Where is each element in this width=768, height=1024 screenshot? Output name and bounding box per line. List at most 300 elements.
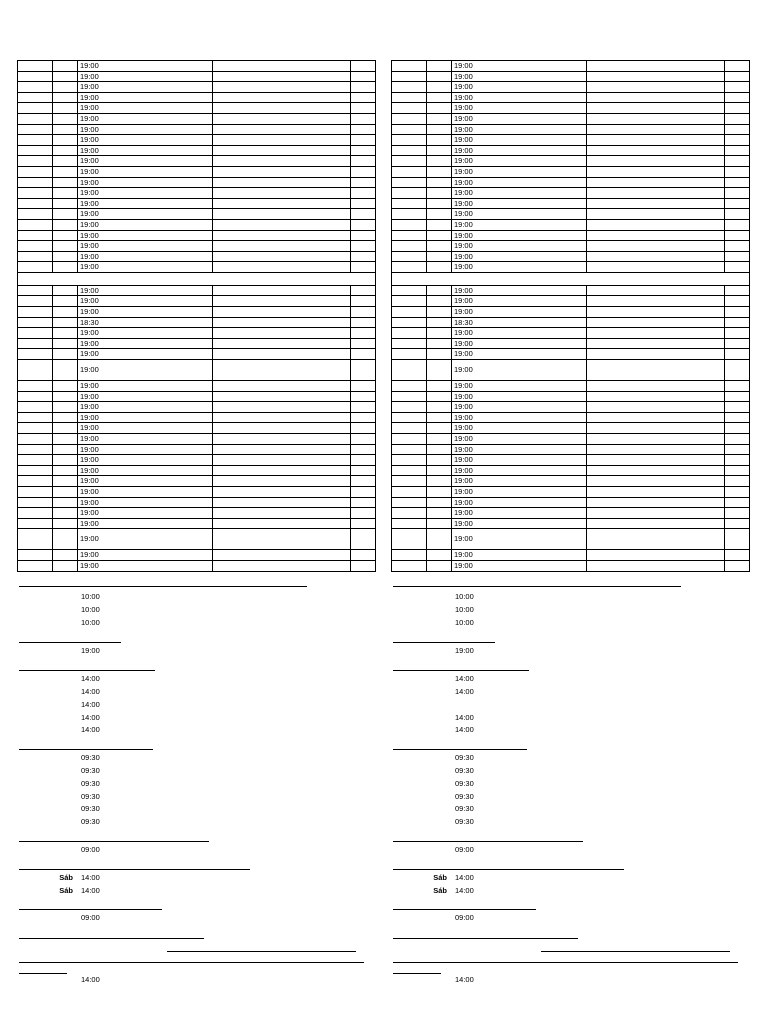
empty-cell bbox=[725, 82, 750, 93]
empty-cell bbox=[587, 124, 725, 135]
table-row bbox=[18, 156, 376, 167]
time-cell: 19:00 bbox=[78, 285, 213, 296]
empty-cell bbox=[392, 251, 427, 262]
empty-cell bbox=[18, 71, 53, 82]
empty-cell bbox=[351, 476, 376, 487]
table-row bbox=[18, 71, 376, 82]
empty-cell bbox=[213, 156, 351, 167]
time-label: 09:30 bbox=[81, 765, 100, 775]
empty-cell bbox=[53, 317, 78, 328]
time-cell: 19:00 bbox=[78, 219, 213, 230]
empty-cell bbox=[53, 391, 78, 402]
time-cell: 19:00 bbox=[78, 198, 213, 209]
empty-cell bbox=[427, 145, 452, 156]
empty-cell bbox=[213, 402, 351, 413]
empty-cell bbox=[351, 61, 376, 72]
table-row bbox=[18, 241, 376, 252]
empty-cell bbox=[725, 444, 750, 455]
table-row bbox=[18, 465, 376, 476]
time-label: 14:00 bbox=[455, 674, 474, 684]
time-label: 09:30 bbox=[455, 791, 474, 801]
empty-cell bbox=[427, 381, 452, 392]
empty-cell bbox=[351, 145, 376, 156]
empty-cell bbox=[392, 465, 427, 476]
empty-cell bbox=[392, 338, 427, 349]
time-label: 09:00 bbox=[455, 913, 474, 923]
empty-cell bbox=[53, 349, 78, 360]
empty-cell bbox=[18, 113, 53, 124]
empty-cell bbox=[213, 476, 351, 487]
list-item bbox=[19, 673, 379, 686]
empty-cell bbox=[392, 166, 427, 177]
empty-cell bbox=[427, 219, 452, 230]
empty-cell bbox=[351, 71, 376, 82]
time-cell: 19:00 bbox=[452, 166, 587, 177]
empty-cell bbox=[213, 262, 351, 273]
list-item bbox=[393, 699, 753, 712]
empty-cell bbox=[213, 412, 351, 423]
empty-cell bbox=[213, 177, 351, 188]
time-cell: 19:00 bbox=[452, 209, 587, 220]
empty-cell bbox=[587, 328, 725, 339]
time-cell: 19:00 bbox=[452, 560, 587, 571]
time-cell: 19:00 bbox=[78, 476, 213, 487]
empty-cell bbox=[351, 262, 376, 273]
empty-cell bbox=[392, 103, 427, 114]
time-cell: 19:00 bbox=[78, 209, 213, 220]
list-item bbox=[393, 872, 753, 885]
empty-cell bbox=[213, 61, 351, 72]
empty-cell bbox=[18, 198, 53, 209]
empty-cell bbox=[427, 177, 452, 188]
gap-cell bbox=[392, 272, 750, 285]
list-item bbox=[19, 591, 379, 604]
empty-cell bbox=[351, 177, 376, 188]
empty-cell bbox=[587, 349, 725, 360]
empty-cell bbox=[427, 508, 452, 519]
table-row bbox=[392, 209, 750, 220]
empty-cell bbox=[587, 465, 725, 476]
time-label: 10:00 bbox=[81, 604, 100, 614]
empty-cell bbox=[392, 156, 427, 167]
empty-cell bbox=[53, 518, 78, 529]
empty-cell bbox=[427, 124, 452, 135]
empty-cell bbox=[725, 402, 750, 413]
empty-cell bbox=[725, 423, 750, 434]
empty-cell bbox=[18, 444, 53, 455]
empty-cell bbox=[392, 188, 427, 199]
empty-cell bbox=[392, 412, 427, 423]
day-label: Sáb bbox=[59, 885, 73, 895]
table-row bbox=[392, 124, 750, 135]
list-item bbox=[19, 974, 379, 987]
empty-cell bbox=[392, 230, 427, 241]
empty-cell bbox=[392, 402, 427, 413]
empty-cell bbox=[587, 402, 725, 413]
empty-cell bbox=[53, 455, 78, 466]
list-item bbox=[19, 724, 379, 737]
time-cell: 19:00 bbox=[78, 230, 213, 241]
table-row bbox=[392, 251, 750, 262]
table-row bbox=[392, 113, 750, 124]
time-cell: 19:00 bbox=[452, 61, 587, 72]
time-label: 14:00 bbox=[455, 872, 474, 882]
empty-cell bbox=[53, 103, 78, 114]
empty-cell bbox=[427, 188, 452, 199]
empty-cell bbox=[351, 198, 376, 209]
empty-cell bbox=[587, 198, 725, 209]
empty-cell bbox=[427, 444, 452, 455]
table-row bbox=[392, 156, 750, 167]
empty-cell bbox=[725, 391, 750, 402]
time-cell: 19:00 bbox=[78, 402, 213, 413]
time-cell: 19:00 bbox=[452, 381, 587, 392]
empty-cell bbox=[587, 529, 725, 550]
empty-cell bbox=[53, 360, 78, 381]
empty-cell bbox=[427, 135, 452, 146]
table-row bbox=[392, 285, 750, 296]
empty-cell bbox=[53, 486, 78, 497]
empty-cell bbox=[392, 198, 427, 209]
time-cell: 19:00 bbox=[452, 198, 587, 209]
empty-cell bbox=[427, 296, 452, 307]
empty-cell bbox=[18, 402, 53, 413]
time-section bbox=[19, 869, 379, 898]
table-row bbox=[392, 476, 750, 487]
table-row bbox=[18, 317, 376, 328]
time-cell: 19:00 bbox=[78, 391, 213, 402]
time-cell: 19:00 bbox=[452, 103, 587, 114]
empty-cell bbox=[392, 550, 427, 561]
empty-cell bbox=[587, 92, 725, 103]
empty-cell bbox=[53, 92, 78, 103]
time-cell: 19:00 bbox=[78, 423, 213, 434]
empty-cell bbox=[427, 92, 452, 103]
time-cell: 19:00 bbox=[452, 296, 587, 307]
empty-cell bbox=[587, 262, 725, 273]
time-cell: 19:00 bbox=[78, 177, 213, 188]
empty-cell bbox=[725, 145, 750, 156]
time-section bbox=[393, 974, 753, 987]
table-row bbox=[18, 124, 376, 135]
empty-cell bbox=[725, 307, 750, 318]
time-section bbox=[19, 586, 379, 629]
empty-cell bbox=[725, 103, 750, 114]
list-item bbox=[393, 974, 753, 987]
empty-cell bbox=[427, 156, 452, 167]
time-cell: 19:00 bbox=[452, 423, 587, 434]
empty-cell bbox=[213, 209, 351, 220]
time-cell: 19:00 bbox=[78, 188, 213, 199]
time-label: 09:30 bbox=[455, 753, 474, 763]
table-row bbox=[392, 61, 750, 72]
empty-cell bbox=[213, 124, 351, 135]
empty-cell bbox=[725, 360, 750, 381]
empty-cell bbox=[725, 476, 750, 487]
empty-cell bbox=[18, 262, 53, 273]
section-divider bbox=[19, 938, 204, 939]
time-section bbox=[19, 841, 379, 857]
empty-cell bbox=[351, 402, 376, 413]
empty-cell bbox=[392, 219, 427, 230]
empty-cell bbox=[392, 317, 427, 328]
empty-cell bbox=[725, 508, 750, 519]
empty-cell bbox=[351, 497, 376, 508]
empty-cell bbox=[351, 444, 376, 455]
table-row bbox=[18, 550, 376, 561]
empty-cell bbox=[587, 61, 725, 72]
empty-cell bbox=[213, 486, 351, 497]
empty-cell bbox=[351, 529, 376, 550]
empty-cell bbox=[351, 518, 376, 529]
empty-cell bbox=[53, 497, 78, 508]
time-cell: 19:00 bbox=[452, 188, 587, 199]
empty-cell bbox=[53, 402, 78, 413]
empty-cell bbox=[213, 338, 351, 349]
empty-cell bbox=[351, 560, 376, 571]
empty-cell bbox=[18, 497, 53, 508]
empty-cell bbox=[18, 188, 53, 199]
table-row bbox=[18, 328, 376, 339]
empty-cell bbox=[18, 177, 53, 188]
list-item bbox=[393, 645, 753, 658]
gap-cell bbox=[18, 272, 376, 285]
empty-cell bbox=[53, 550, 78, 561]
time-cell: 19:00 bbox=[78, 92, 213, 103]
time-label: 09:30 bbox=[455, 817, 474, 827]
empty-cell bbox=[53, 412, 78, 423]
empty-cell bbox=[351, 486, 376, 497]
table-row bbox=[392, 92, 750, 103]
time-cell: 19:00 bbox=[78, 360, 213, 381]
table-row bbox=[18, 349, 376, 360]
empty-cell bbox=[18, 296, 53, 307]
empty-cell bbox=[587, 219, 725, 230]
empty-cell bbox=[587, 338, 725, 349]
empty-cell bbox=[427, 285, 452, 296]
empty-cell bbox=[587, 230, 725, 241]
empty-cell bbox=[53, 423, 78, 434]
table-row bbox=[18, 188, 376, 199]
table-row bbox=[18, 518, 376, 529]
time-cell: 19:00 bbox=[78, 71, 213, 82]
table-row bbox=[392, 402, 750, 413]
empty-cell bbox=[725, 486, 750, 497]
empty-cell bbox=[213, 296, 351, 307]
empty-cell bbox=[427, 497, 452, 508]
empty-cell bbox=[53, 241, 78, 252]
time-cell: 19:00 bbox=[452, 145, 587, 156]
empty-cell bbox=[427, 328, 452, 339]
empty-cell bbox=[351, 360, 376, 381]
table-row bbox=[18, 486, 376, 497]
empty-cell bbox=[351, 230, 376, 241]
empty-cell bbox=[53, 296, 78, 307]
time-cell: 19:00 bbox=[452, 92, 587, 103]
empty-cell bbox=[725, 241, 750, 252]
empty-cell bbox=[351, 423, 376, 434]
empty-cell bbox=[53, 381, 78, 392]
empty-cell bbox=[725, 455, 750, 466]
empty-cell bbox=[351, 317, 376, 328]
time-cell: 19:00 bbox=[78, 508, 213, 519]
empty-cell bbox=[392, 241, 427, 252]
table-row bbox=[392, 508, 750, 519]
empty-cell bbox=[53, 230, 78, 241]
time-label: 09:30 bbox=[81, 753, 100, 763]
table-row bbox=[18, 423, 376, 434]
time-cell: 19:00 bbox=[78, 262, 213, 273]
section-divider bbox=[393, 962, 738, 963]
empty-cell bbox=[392, 209, 427, 220]
list-item bbox=[393, 765, 753, 778]
time-cell: 19:00 bbox=[452, 486, 587, 497]
table-row bbox=[392, 423, 750, 434]
empty-cell bbox=[213, 550, 351, 561]
empty-cell bbox=[587, 560, 725, 571]
table-row bbox=[18, 92, 376, 103]
time-label: 10:00 bbox=[455, 592, 474, 601]
empty-cell bbox=[53, 198, 78, 209]
section-divider bbox=[19, 962, 364, 963]
table-row bbox=[18, 560, 376, 571]
list-item bbox=[19, 791, 379, 804]
table-row bbox=[392, 465, 750, 476]
empty-cell bbox=[427, 423, 452, 434]
time-section bbox=[393, 869, 753, 898]
time-section bbox=[393, 670, 753, 737]
empty-cell bbox=[587, 209, 725, 220]
time-cell: 19:00 bbox=[78, 156, 213, 167]
empty-cell bbox=[427, 209, 452, 220]
time-label: 14:00 bbox=[455, 686, 474, 696]
time-label: 14:00 bbox=[81, 975, 100, 985]
empty-cell bbox=[351, 455, 376, 466]
list-item bbox=[393, 803, 753, 816]
empty-cell bbox=[213, 307, 351, 318]
empty-cell bbox=[725, 560, 750, 571]
empty-cell bbox=[18, 285, 53, 296]
empty-cell bbox=[213, 381, 351, 392]
time-label: 09:30 bbox=[81, 791, 100, 801]
time-cell: 19:00 bbox=[452, 251, 587, 262]
section-divider bbox=[393, 938, 578, 939]
list-item bbox=[19, 912, 379, 925]
list-item bbox=[393, 591, 753, 604]
time-cell: 19:00 bbox=[78, 113, 213, 124]
empty-cell bbox=[392, 296, 427, 307]
empty-cell bbox=[53, 71, 78, 82]
list-item bbox=[393, 712, 753, 725]
empty-cell bbox=[725, 61, 750, 72]
table-row bbox=[18, 145, 376, 156]
list-item bbox=[19, 699, 379, 712]
table-row bbox=[392, 198, 750, 209]
empty-cell bbox=[587, 423, 725, 434]
empty-cell bbox=[213, 508, 351, 519]
empty-cell bbox=[587, 476, 725, 487]
empty-cell bbox=[53, 338, 78, 349]
table-row bbox=[392, 82, 750, 93]
time-cell: 19:00 bbox=[78, 135, 213, 146]
empty-cell bbox=[213, 444, 351, 455]
time-cell: 19:00 bbox=[452, 113, 587, 124]
table-row bbox=[18, 82, 376, 93]
table-row bbox=[392, 338, 750, 349]
table-gap-row bbox=[18, 272, 376, 285]
empty-cell bbox=[427, 360, 452, 381]
time-cell: 19:00 bbox=[78, 434, 213, 445]
list-item bbox=[19, 604, 379, 617]
time-cell: 19:00 bbox=[78, 349, 213, 360]
empty-cell bbox=[392, 124, 427, 135]
table-gap-row bbox=[392, 272, 750, 285]
empty-cell bbox=[427, 198, 452, 209]
time-cell: 19:00 bbox=[452, 444, 587, 455]
signature-lines bbox=[19, 938, 379, 974]
table-row bbox=[18, 497, 376, 508]
empty-cell bbox=[213, 497, 351, 508]
time-cell: 19:00 bbox=[452, 241, 587, 252]
time-section bbox=[393, 841, 753, 857]
table-row bbox=[18, 135, 376, 146]
time-cell: 19:00 bbox=[78, 455, 213, 466]
schedule-table-left bbox=[17, 60, 376, 572]
empty-cell bbox=[427, 455, 452, 466]
empty-cell bbox=[587, 82, 725, 93]
empty-cell bbox=[725, 230, 750, 241]
time-cell: 19:00 bbox=[452, 262, 587, 273]
time-cell: 19:00 bbox=[452, 360, 587, 381]
empty-cell bbox=[351, 381, 376, 392]
table-row bbox=[392, 296, 750, 307]
empty-cell bbox=[213, 230, 351, 241]
empty-cell bbox=[213, 285, 351, 296]
empty-cell bbox=[392, 497, 427, 508]
table-row bbox=[392, 177, 750, 188]
empty-cell bbox=[392, 391, 427, 402]
empty-cell bbox=[587, 241, 725, 252]
empty-cell bbox=[351, 209, 376, 220]
empty-cell bbox=[392, 476, 427, 487]
empty-cell bbox=[392, 560, 427, 571]
empty-cell bbox=[725, 135, 750, 146]
empty-cell bbox=[213, 423, 351, 434]
time-label: 10:00 bbox=[81, 592, 100, 601]
empty-cell bbox=[427, 402, 452, 413]
table-row bbox=[392, 71, 750, 82]
empty-cell bbox=[427, 550, 452, 561]
list-item bbox=[393, 885, 753, 898]
empty-cell bbox=[427, 476, 452, 487]
empty-cell bbox=[18, 103, 53, 114]
empty-cell bbox=[53, 508, 78, 519]
time-cell: 19:00 bbox=[452, 71, 587, 82]
day-label: Sáb bbox=[59, 872, 73, 882]
empty-cell bbox=[392, 113, 427, 124]
time-section bbox=[393, 909, 753, 925]
empty-cell bbox=[587, 434, 725, 445]
empty-cell bbox=[392, 145, 427, 156]
empty-cell bbox=[351, 412, 376, 423]
table-row bbox=[18, 113, 376, 124]
table-row bbox=[18, 508, 376, 519]
section-divider bbox=[541, 951, 730, 952]
empty-cell bbox=[427, 61, 452, 72]
table-row bbox=[18, 391, 376, 402]
time-cell: 19:00 bbox=[452, 285, 587, 296]
table-row bbox=[392, 518, 750, 529]
